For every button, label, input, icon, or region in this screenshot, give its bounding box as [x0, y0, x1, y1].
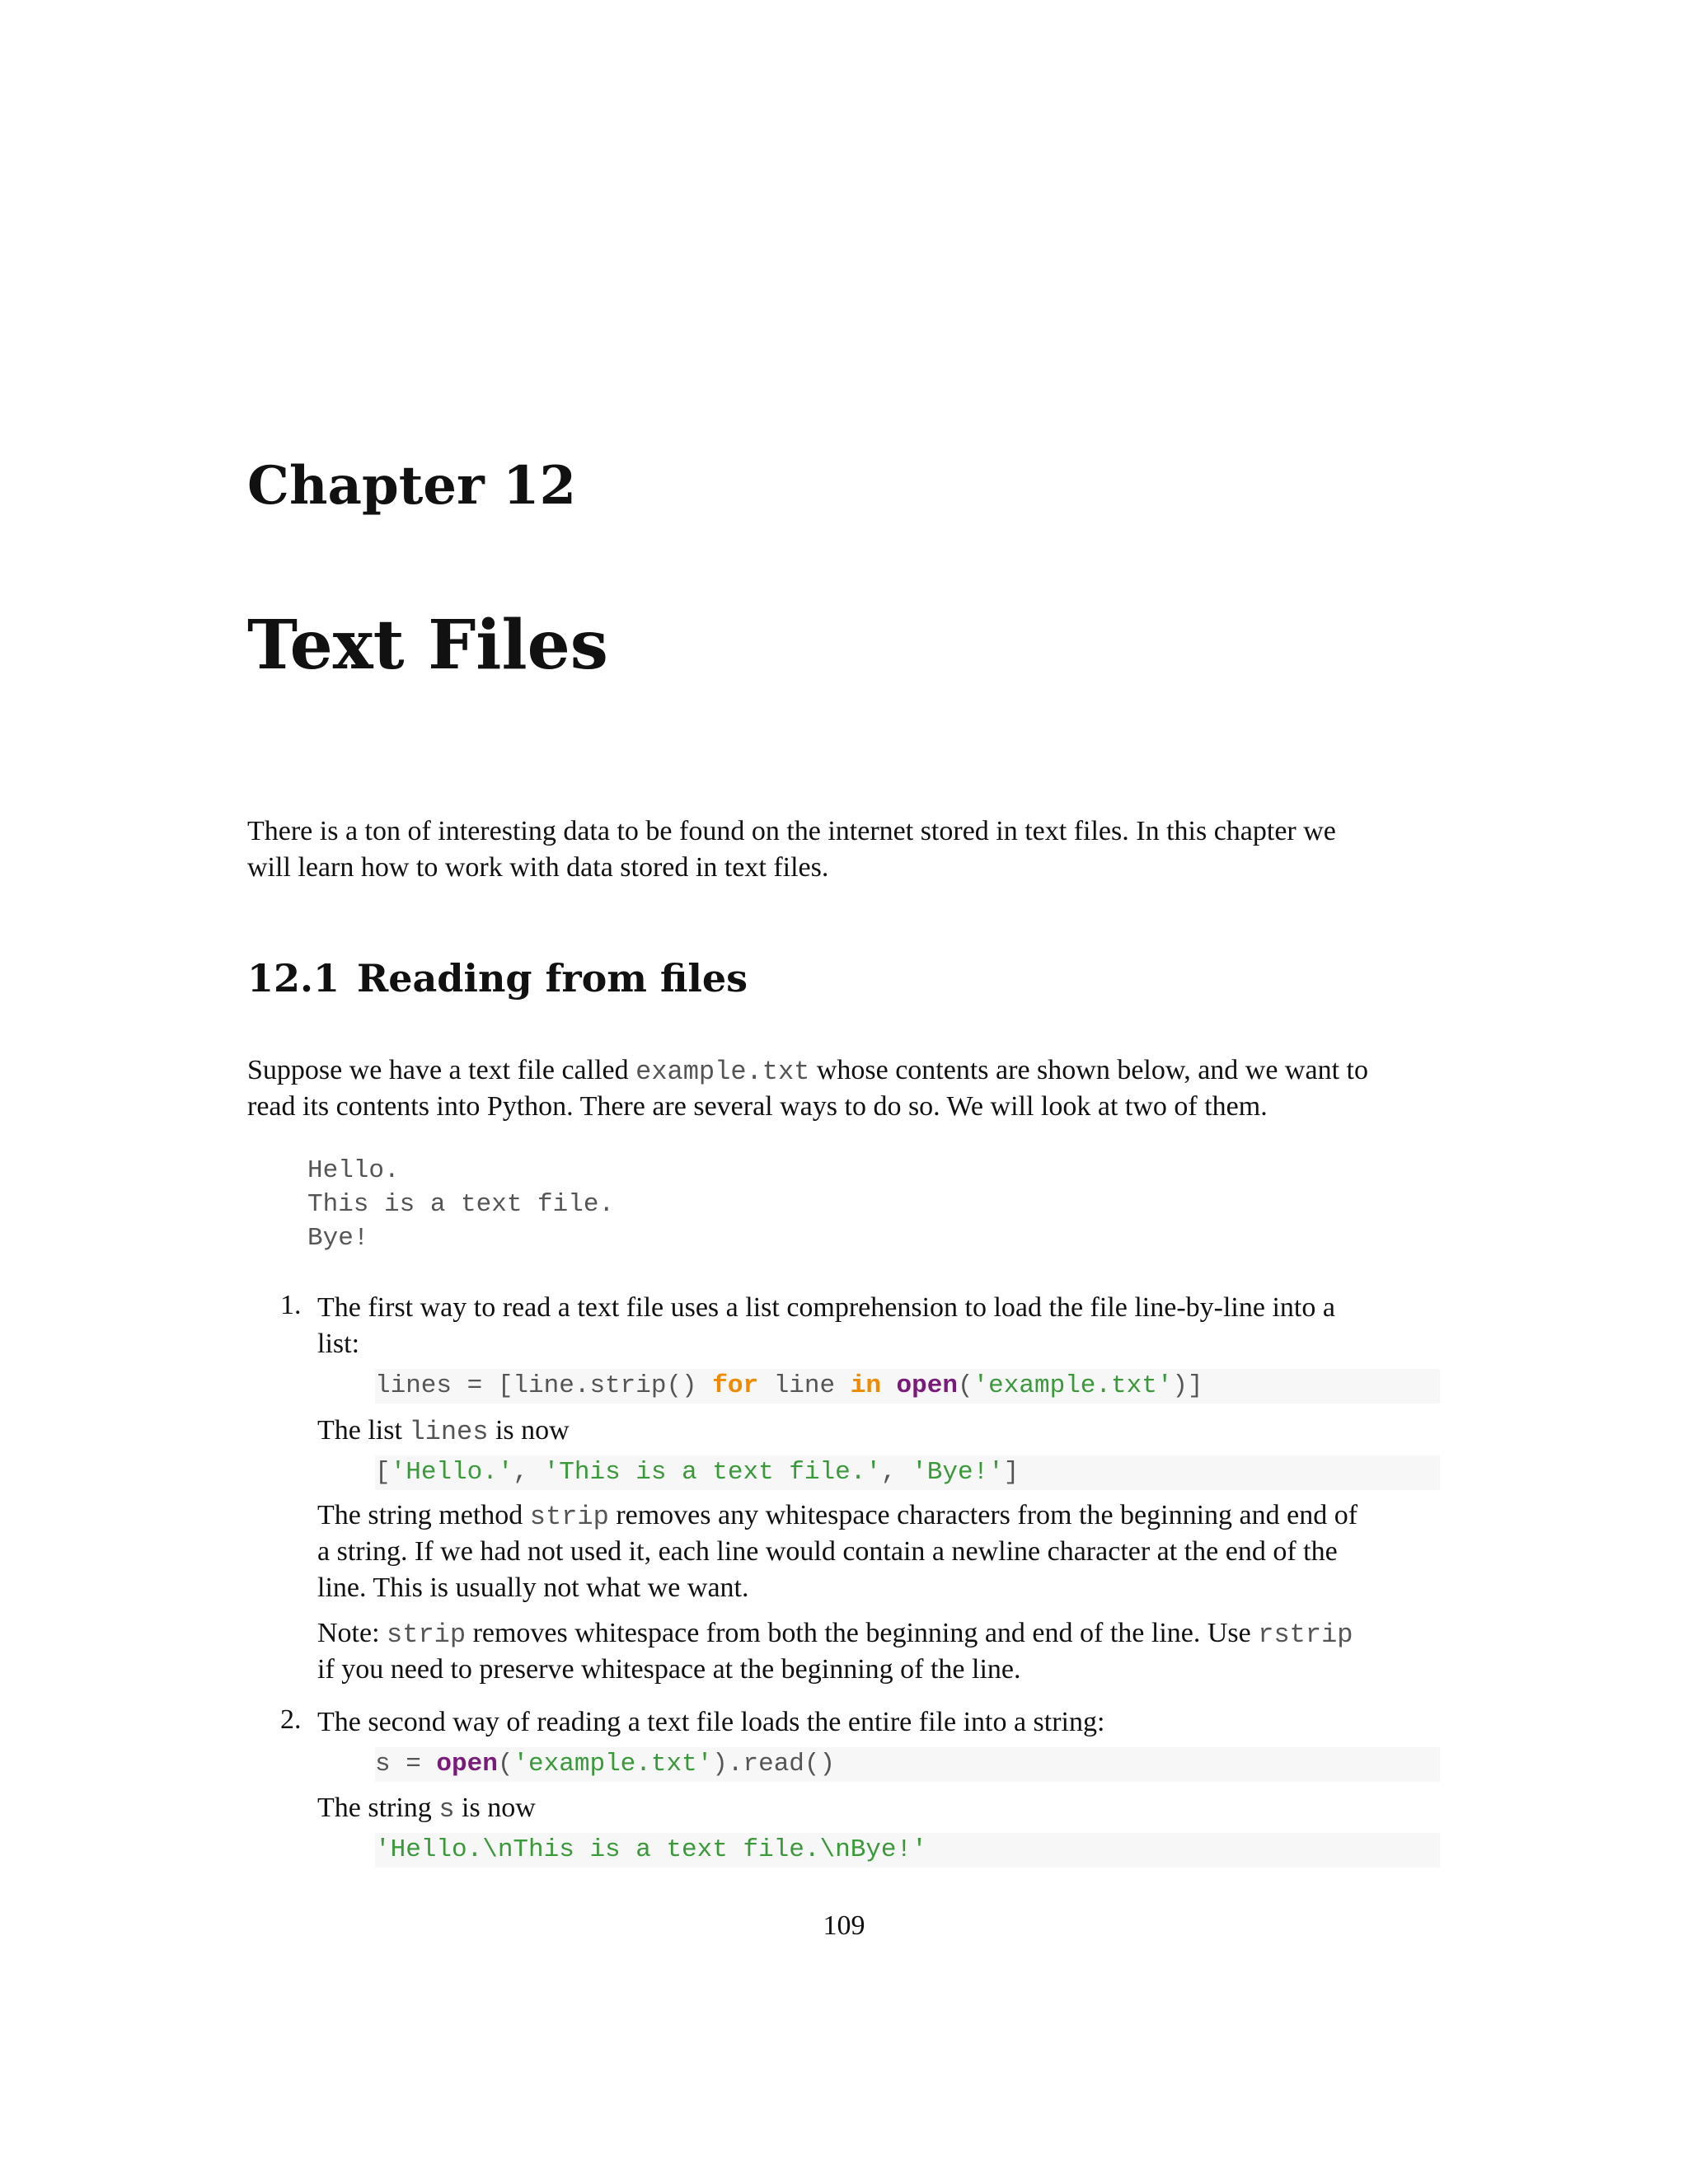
page-number: 109 — [823, 1910, 865, 1941]
code-token: , — [513, 1458, 544, 1487]
code-token — [881, 1371, 897, 1400]
code-block-read — [375, 1747, 1440, 1782]
variable-code: lines — [409, 1417, 489, 1447]
list-number-2: 2. — [280, 1704, 302, 1735]
para1-text-a: Suppose we have a text file called — [247, 1055, 636, 1085]
para1-line-2: read its contents into Python. There are several ways to do so. We will look at two of them. — [247, 1091, 1268, 1122]
item1-line-1: The first way to read a text file uses a list comprehension to load the file line-by-line into a — [317, 1292, 1335, 1323]
code-token: , — [880, 1458, 912, 1487]
code-line — [375, 1747, 835, 1782]
strip-text: removes any whitespace characters from the beginning and end of — [608, 1500, 1358, 1530]
label-text: is now — [454, 1793, 536, 1823]
code-string: 'Hello.\nThis is a text file.\nBye!' — [375, 1835, 927, 1864]
label-text: The string — [317, 1793, 439, 1823]
file-line: This is a text file. — [307, 1190, 615, 1219]
note-line-1 — [317, 1615, 1353, 1653]
code-block-string-result — [375, 1833, 1440, 1868]
code-string: 'example.txt' — [973, 1371, 1173, 1400]
code-block-list-result — [375, 1455, 1440, 1490]
code-string: 'This is a text file.' — [543, 1458, 881, 1487]
code-token: s = — [375, 1750, 437, 1779]
para1-text-b: whose contents are shown below, and we want to — [809, 1055, 1368, 1085]
code-token: )] — [1172, 1371, 1203, 1400]
list-number-1: 1. — [280, 1290, 302, 1320]
chapter-title: Text Files — [247, 606, 608, 685]
code-keyword: in — [850, 1371, 881, 1400]
code-builtin: open — [896, 1371, 958, 1400]
code-token: ).read() — [712, 1750, 836, 1779]
item2-line-1: The second way of reading a text file loads the entire file into a string: — [317, 1707, 1105, 1737]
section-title: Reading from files — [357, 956, 748, 1001]
code-block-list-comprehension — [375, 1369, 1440, 1404]
file-line: Bye! — [307, 1224, 369, 1253]
para1-line-1 — [247, 1052, 1368, 1090]
code-string: 'Hello.' — [390, 1458, 513, 1487]
strip-line-3: line. This is usually not what we want. — [317, 1572, 749, 1603]
intro-line-2: will learn how to work with data stored in text files. — [247, 852, 829, 883]
filename-code: example.txt — [635, 1057, 810, 1087]
label-text: is now — [488, 1415, 570, 1446]
chapter-label: Chapter 12 — [247, 455, 577, 517]
item1-line-2: list: — [317, 1329, 360, 1359]
section-number: 12.1 — [247, 956, 340, 1001]
strip-code: strip — [529, 1502, 609, 1532]
code-token: ] — [1003, 1458, 1020, 1487]
code-string: 'Bye!' — [912, 1458, 1004, 1487]
code-token: [ — [375, 1458, 391, 1487]
list-label — [317, 1413, 570, 1451]
strip-line-1 — [317, 1497, 1357, 1535]
code-token: line — [758, 1371, 851, 1400]
code-line — [375, 1369, 1203, 1404]
code-string: 'example.txt' — [513, 1750, 713, 1779]
label-text: The list — [317, 1415, 410, 1446]
code-line — [375, 1455, 1019, 1490]
intro-line-1: There is a ton of interesting data to be found on the internet stored in text files. In this chapter we — [247, 816, 1336, 846]
note-text: removes whitespace from both the beginning and end of the line. Use — [466, 1618, 1259, 1648]
variable-code: s — [438, 1794, 455, 1825]
string-label — [317, 1790, 536, 1828]
file-contents-block — [307, 1154, 614, 1255]
rstrip-code: rstrip — [1258, 1619, 1353, 1650]
code-token: lines = [line.strip() — [375, 1371, 713, 1400]
file-line: Hello. — [307, 1156, 400, 1185]
note-line-2: if you need to preserve whitespace at the beginning of the line. — [317, 1654, 1021, 1685]
code-keyword: for — [712, 1371, 759, 1400]
code-token: ( — [497, 1750, 513, 1779]
code-token: ( — [957, 1371, 973, 1400]
note-text: Note: — [317, 1618, 387, 1648]
strip-text: The string method — [317, 1500, 530, 1530]
strip-code: strip — [387, 1619, 467, 1650]
strip-line-2: a string. If we had not used it, each line would contain a newline character at the end of the — [317, 1536, 1338, 1567]
code-builtin: open — [436, 1750, 498, 1779]
